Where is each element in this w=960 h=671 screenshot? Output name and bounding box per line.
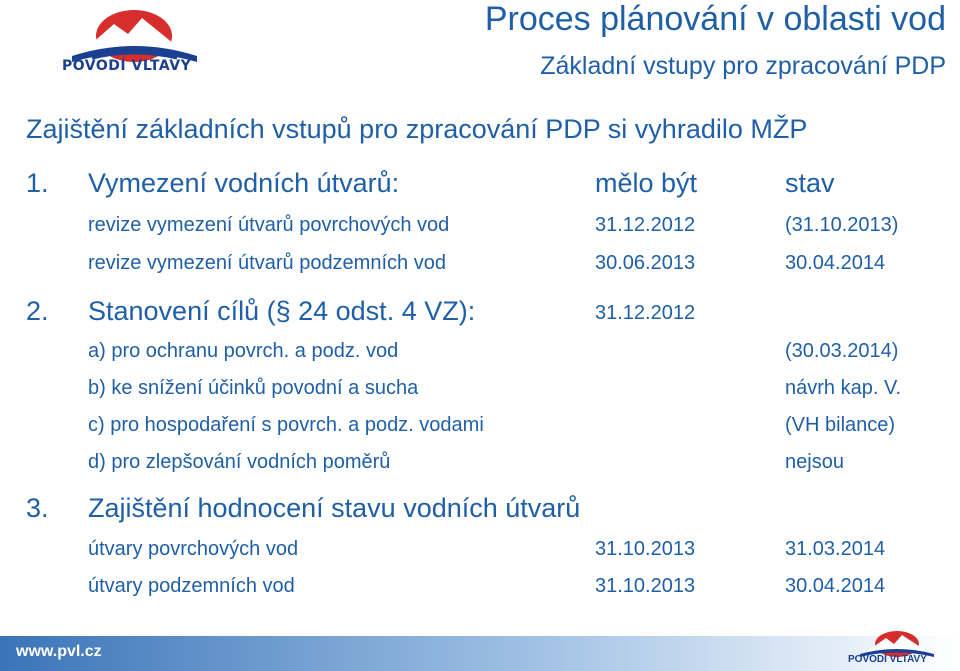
section2-row-label: c) pro hospodaření s povrch. a podz. vodami <box>88 414 484 436</box>
intro-text: Zajištění základních vstupů pro zpracování PDP si vyhradilo MŽP <box>26 114 808 144</box>
section2-row-stav: (30.03.2014) <box>785 340 899 362</box>
logo-text: POVODÍ VLTAVY <box>62 58 192 74</box>
section2-row-stav: nejsou <box>785 451 844 473</box>
section2-row-stav: (VH bilance) <box>785 414 896 436</box>
section2-row-label: d) pro zlepšování vodních poměrů <box>88 451 391 473</box>
section3-row-stav: 31.03.2014 <box>785 538 886 560</box>
section1-row-mel: 30.06.2013 <box>595 252 696 274</box>
section1-row-label: revize vymezení útvarů povrchových vod <box>88 214 450 236</box>
section1-title: Vymezení vodních útvarů: <box>88 168 400 198</box>
section1-row-mel: 31.12.2012 <box>595 214 696 236</box>
section1-row-stav: (31.10.2013) <box>785 214 899 236</box>
section1-row-label: revize vymezení útvarů podzemních vod <box>88 252 446 274</box>
section3-number: 3. <box>26 493 49 523</box>
section2-row-label: a) pro ochranu povrch. a podz. vod <box>88 340 399 362</box>
page-title: Proces plánování v oblasti vod <box>484 0 946 38</box>
footer-bar <box>0 636 960 671</box>
section3-row-label: útvary podzemních vod <box>88 575 295 597</box>
section2-row-stav: návrh kap. V. <box>785 377 902 399</box>
website-link[interactable]: www.pvl.cz <box>16 643 102 660</box>
section2-row-label: b) ke snížení účinků povodní a sucha <box>88 377 419 399</box>
section1-row-stav: 30.04.2014 <box>785 252 886 274</box>
page-subtitle: Základní vstupy pro zpracování PDP <box>540 52 946 80</box>
footer-logo-text: POVODÍ VLTAVY <box>848 654 927 665</box>
section3-row-stav: 30.04.2014 <box>785 575 886 597</box>
section2-title: Stanovení cílů (§ 24 odst. 4 VZ): <box>88 296 476 326</box>
section3-title: Zajištění hodnocení stavu vodních útvarů <box>88 493 581 523</box>
section2-mel: 31.12.2012 <box>595 302 696 324</box>
section3-row-mel: 31.10.2013 <box>595 538 696 560</box>
section2-number: 2. <box>26 296 49 326</box>
section1-number: 1. <box>26 168 49 198</box>
section3-row-mel: 31.10.2013 <box>595 575 696 597</box>
section3-row-label: útvary povrchových vod <box>88 538 299 560</box>
section1-col-melo-byt: mělo být <box>595 168 698 198</box>
section1-col-stav: stav <box>785 168 835 198</box>
